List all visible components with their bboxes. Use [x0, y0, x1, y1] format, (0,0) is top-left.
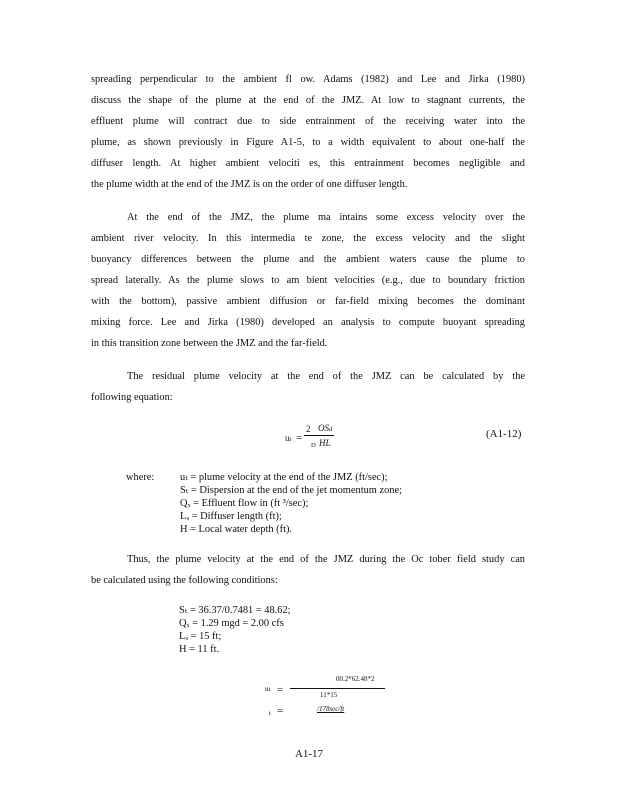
- calc-result: /178sec/ft: [317, 705, 345, 713]
- fraction-bar: [290, 688, 385, 689]
- calc-denominator: 11*15: [320, 691, 338, 699]
- text-line: effluent plume will contract due to side entrainment of the receiving water into the: [91, 116, 525, 127]
- conditions-list: [179, 604, 291, 656]
- text-line: The residual plume velocity at the end of the JMZ can be calculated by the: [127, 371, 525, 382]
- equation-number: (A1-12): [486, 428, 522, 440]
- text-line: mixing force. Lee and Jirka (1980) developed an analysis to compute buoyant spreading: [91, 317, 525, 328]
- text-line: spread laterally. As the plume slows to am bient velocities (e.g., due to boundary friction: [91, 275, 525, 286]
- text-line: ambient river velocity. In this intermedia te zone, the excess velocity and the slight: [91, 233, 525, 244]
- text-line: diffuser length. At higher ambient velociti es, this entrainment becomes negligible and: [91, 158, 525, 169]
- paragraph-1: [91, 69, 525, 195]
- text-line: plume, as shown previously in Figure A1-5, to a width equivalent to about one-half the: [91, 137, 525, 148]
- calc-numerator: 00.2*62.48*2: [336, 675, 375, 683]
- text-line: At the end of the JMZ, the plume ma intains some excess velocity over the: [127, 212, 525, 223]
- equation-denominator: HL: [319, 438, 331, 448]
- definition-item: H = Local water depth (ft).: [180, 524, 293, 535]
- condition-item: Sₜ = 36.37/0.7481 = 48.62;: [179, 605, 291, 616]
- equation-denominator-prefix: D: [311, 442, 316, 449]
- text-line: spreading perpendicular to the ambient fl ow. Adams (1982) and Lee and Jirka (1980): [91, 74, 525, 85]
- paragraph-3: [91, 366, 525, 408]
- condition-item: Lₔ = 15 ft;: [179, 631, 222, 642]
- calc-second-prefix: t: [269, 710, 271, 717]
- definition-item: Lₔ = Diffuser length (ft);: [180, 511, 282, 522]
- condition-item: H = 11 ft.: [179, 644, 220, 655]
- page-number: A1-17: [294, 748, 324, 760]
- definition-list: [180, 471, 402, 536]
- calc-lhs: ut: [265, 685, 271, 693]
- equation-numerator-prefix: 2: [306, 424, 311, 434]
- text-line: in this transition zone between the JMZ and the far-field.: [91, 338, 328, 349]
- text-line: following equation:: [91, 392, 173, 403]
- equation-numerator: OSd: [318, 423, 333, 433]
- fraction-bar: [304, 435, 334, 436]
- calc-second-equals: =: [277, 705, 284, 717]
- paragraph-2: [91, 207, 525, 354]
- calc-equals: =: [277, 684, 284, 696]
- equation-equals: =: [296, 432, 303, 444]
- text-line: buoyancy differences between the plume and the ambient waters cause the plume to: [91, 254, 525, 265]
- where-label: where:: [126, 472, 155, 483]
- paragraph-4: [91, 549, 525, 591]
- equation-lhs: ut: [285, 433, 292, 443]
- definition-item: uₜ = plume velocity at the end of the JMZ (ft/sec);: [180, 472, 388, 483]
- text-line: Thus, the plume velocity at the end of the JMZ during the Oc tober field study can: [127, 554, 525, 565]
- definition-item: Qₓ = Effluent flow in (ft ³/sec);: [180, 498, 309, 509]
- definition-item: Sₜ = Dispersion at the end of the jet momentum zone;: [180, 485, 402, 496]
- condition-item: Qₓ = 1.29 mgd = 2.00 cfs: [179, 618, 284, 629]
- text-line: be calculated using the following conditions:: [91, 575, 278, 586]
- text-line: discuss the shape of the plume at the end of the JMZ. At low to stagnant currents, the: [91, 95, 525, 106]
- text-line: with the bottom), passive ambient diffusion or far-field mixing becomes the dominant: [91, 296, 525, 307]
- text-line: the plume width at the end of the JMZ is on the order of one diffuser length.: [91, 179, 408, 190]
